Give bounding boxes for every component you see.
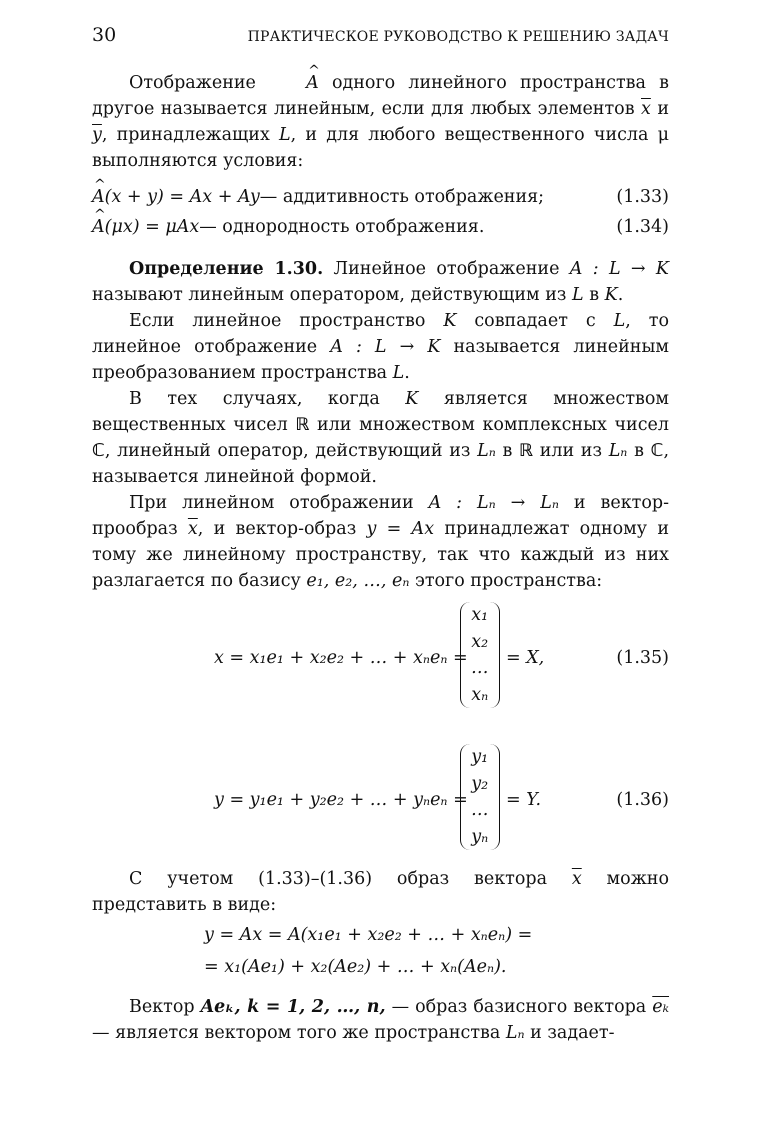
space-Ln: Lₙ: [505, 1023, 525, 1043]
equation-1-33: [92, 184, 669, 210]
space-L: L: [279, 125, 291, 145]
equation-formula: ^ A(x + y) = Ax + Ay: [92, 184, 260, 210]
complex-symbol: ℂ: [92, 441, 105, 461]
text: или множеством комплексных чисел: [309, 415, 669, 435]
equation-result: = X,: [506, 648, 545, 668]
space-L: L: [613, 311, 626, 331]
text: можно представить в виде:: [92, 869, 669, 915]
paragraph-basis-image: [92, 994, 669, 1046]
definition-label: Определение 1.30.: [129, 259, 324, 279]
text: , принадлежащих: [101, 125, 280, 145]
space-K: K: [443, 311, 457, 331]
vector-entry: xₙ: [471, 684, 489, 705]
paragraph-image: [92, 866, 669, 918]
text: одного линейного пространства в другое называется линейным, если для любых элементов: [92, 73, 669, 119]
text: — образ базисного вектора: [385, 997, 653, 1017]
vector-entry: …: [471, 800, 489, 821]
equation-1-34: [92, 214, 669, 240]
vector-x: $\overline{x}$: [187, 519, 198, 539]
text: , и для любого вещественного числа μ выполняются условия:: [92, 125, 670, 171]
vector-entry: y₂: [471, 773, 489, 794]
text: Если линейное пространство: [129, 311, 444, 331]
text: .: [404, 363, 410, 383]
text: совпадает с: [456, 311, 614, 331]
space-L: L: [392, 363, 405, 383]
equation-1-35: [92, 602, 669, 714]
page-body: [92, 70, 669, 1046]
image-formula: y = Ax: [366, 519, 435, 539]
page-header: [92, 24, 669, 48]
basis-vector: $\overline{e_k}$: [652, 997, 670, 1017]
text: С учетом (1.33)–(1.36) образ вектора: [129, 869, 572, 889]
equation-description: — аддитивность отображения;: [259, 187, 545, 207]
text: , то линейное отображение: [92, 311, 670, 357]
text: , называется линейной формой.: [92, 441, 670, 487]
text: — является вектором того же пространства: [92, 1023, 506, 1043]
space-K: K: [405, 389, 419, 409]
vector-entry: x₁: [471, 605, 489, 626]
operator-A: ^ A: [269, 70, 319, 96]
space-K: K: [604, 285, 618, 305]
text: в: [583, 285, 605, 305]
column-vector: [460, 744, 500, 850]
mapping: A : L → K: [569, 259, 669, 279]
text: , линейный оператор, действующий из: [104, 441, 478, 461]
mapping: A : Lₙ → Lₙ: [428, 493, 559, 513]
equation-line-1: y = Ax = A(x₁e₁ + x₂e₂ + … + xₙeₙ) =: [204, 925, 533, 945]
text: принадлежат одному и тому же линейному пространству, так что каждый из них разлагается по базису: [92, 519, 669, 591]
space-L: L: [572, 285, 584, 305]
equation-formula: ^ A(μx) = μAx: [92, 214, 199, 240]
text: и задает-: [524, 1023, 615, 1043]
equation-line-2: = x₁(Ae₁) + x₂(Ae₂) + … + xₙ(Aeₙ).: [204, 957, 507, 977]
text: является множеством вещественных чисел: [92, 389, 669, 435]
mapping: A : L → K: [330, 337, 441, 357]
text: Линейное отображение: [323, 259, 570, 279]
page-number: 30: [92, 24, 117, 46]
space-Ln: Lₙ: [477, 441, 496, 461]
equation-formula: y = y₁e₁ + y₂e₂ + … + yₙeₙ =: [214, 790, 468, 810]
text: .: [617, 285, 624, 305]
column-vector: [460, 602, 500, 708]
reals-symbol: ℝ: [519, 441, 534, 461]
text: Отображение: [129, 73, 270, 93]
image-of-basis-vector: Aeₖ,: [200, 997, 241, 1017]
equation-number: (1.34): [616, 217, 669, 237]
text: В тех случаях, когда: [129, 389, 406, 409]
paragraph-linear-mapping: [92, 70, 669, 174]
text: называется линейным преобразованием пространства: [92, 337, 669, 383]
equation-1-36: [92, 744, 669, 856]
equation-result: = Y.: [506, 790, 542, 810]
reals-symbol: ℝ: [295, 415, 310, 435]
equation-number: (1.33): [616, 187, 669, 207]
text: При линейном отображении: [129, 493, 429, 513]
text: , и вектор-образ: [197, 519, 367, 539]
text: и вектор-прообраз: [92, 493, 669, 539]
paragraph-basis: [92, 490, 669, 594]
equation-formula: x = x₁e₁ + x₂e₂ + … + xₙeₙ =: [214, 648, 468, 668]
space-Ln: Lₙ: [608, 441, 628, 461]
vector-x: $\overline{x}$: [641, 99, 651, 119]
text: в: [495, 441, 519, 461]
text: и: [650, 99, 669, 119]
vector-entry: …: [471, 658, 489, 679]
text: этого пространства:: [409, 571, 603, 591]
text: Вектор: [129, 997, 201, 1017]
text: в: [627, 441, 651, 461]
equation-description: — однородность отображения.: [199, 217, 485, 237]
vector-entry: yₙ: [471, 826, 489, 847]
basis-vectors: e₁, e₂, …, eₙ: [306, 571, 410, 591]
paragraph-transformation: [92, 308, 669, 386]
complex-symbol: ℂ: [650, 441, 664, 461]
index-range: k = 1, 2, …, n,: [240, 997, 386, 1017]
vector-entry: x₂: [471, 631, 489, 652]
equation-number: (1.35): [616, 648, 669, 668]
text: или из: [533, 441, 609, 461]
running-head: ПРАКТИЧЕСКОЕ РУКОВОДСТВО К РЕШЕНИЮ ЗАДАЧ: [247, 29, 669, 45]
vector-entry: y₁: [471, 747, 489, 768]
equation-number: (1.36): [616, 790, 669, 810]
vector-y: $\overline{y}$: [92, 125, 102, 145]
definition-1-30: [92, 256, 669, 308]
vector-x: $\overline{x}$: [571, 869, 582, 889]
text: называют линейным оператором, действующим из: [92, 285, 572, 305]
paragraph-linear-form: [92, 386, 669, 490]
